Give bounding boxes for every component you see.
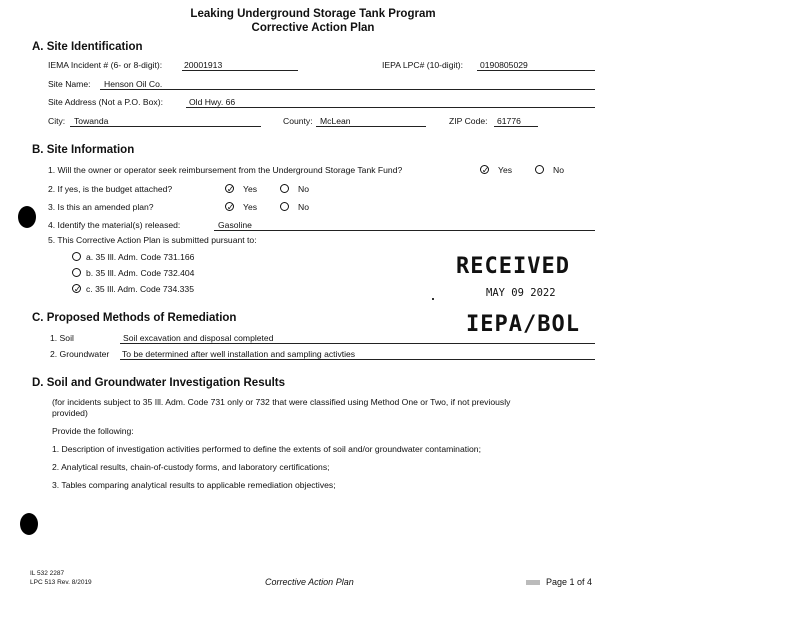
option-c-radio[interactable] [72,284,81,293]
q3-yes-label: Yes [243,202,258,212]
section-d-intro-line1: (for incidents subject to 35 Ill. Adm. Code 731 only or 732 that were classified using Method One or Two, if not previously [52,397,511,407]
material-underline [214,230,595,231]
scan-speck [432,298,434,300]
received-stamp-text: RECEIVED [456,254,570,279]
site-address-value[interactable]: Old Hwy. 66 [189,97,236,107]
page-number: Page 1 of 4 [546,577,593,587]
footer-bar-mark [526,580,540,585]
city-label: City: [48,116,66,126]
received-stamp-date: MAY 09 2022 [486,287,556,299]
site-name-underline [100,89,595,90]
section-a-heading: A. Site Identification [32,41,143,53]
question-5: 5. This Corrective Action Plan is submitted pursuant to: [48,235,257,245]
q2-no-radio[interactable] [280,184,289,193]
q2-yes-label: Yes [243,184,258,194]
question-3: 3. Is this an amended plan? [48,202,154,212]
section-c-heading: C. Proposed Methods of Remediation [32,312,237,324]
site-name-label: Site Name: [48,79,91,89]
check-mark-icon: ✓ [73,284,82,294]
zip-underline [494,126,538,127]
footer-title: Corrective Action Plan [265,577,354,587]
section-d-intro-line2: provided) [52,408,88,418]
option-b-label: b. 35 Ill. Adm. Code 732.404 [86,268,195,278]
punch-hole-mark [20,513,38,535]
punch-hole-mark [18,206,36,228]
section-d-heading: D. Soil and Groundwater Investigation Results [32,377,286,389]
question-4: 4. Identify the material(s) released: [48,220,181,230]
iepa-lpc-value[interactable]: 0190805029 [480,60,528,70]
option-b-radio[interactable] [72,268,81,277]
iepa-lpc-underline [477,70,595,71]
iema-incident-value[interactable]: 20001913 [184,60,223,70]
check-mark-icon: ✓ [481,165,490,175]
check-mark-icon: ✓ [226,184,235,194]
city-underline [70,126,261,127]
zip-label: ZIP Code: [449,116,488,126]
form-subtitle: Corrective Action Plan [251,22,375,34]
q2-yes-radio[interactable] [225,184,234,193]
city-value[interactable]: Towanda [74,116,109,126]
soil-label: 1. Soil [50,333,74,343]
groundwater-label: 2. Groundwater [50,349,110,359]
requirement-item-3: 3. Tables comparing analytical results to applicable remediation objectives; [52,480,336,490]
form-id-line1: IL 532 2287 [30,570,65,577]
requirement-item-2: 2. Analytical results, chain-of-custody forms, and laboratory certifications; [52,462,330,472]
section-b-heading: B. Site Information [32,144,135,156]
question-1: 1. Will the owner or operator seek reimbursement from the Underground Storage Tank Fund? [48,165,403,175]
q3-no-label: No [298,202,309,212]
q3-no-radio[interactable] [280,202,289,211]
form-id-line2: LPC 513 Rev. 8/2019 [30,579,92,586]
requirement-item-1: 1. Description of investigation activities performed to define the extents of soil and/or groundwater contamination; [52,444,481,454]
county-value[interactable]: McLean [320,116,351,126]
soil-value[interactable]: Soil excavation and disposal completed [123,333,274,343]
option-a-label: a. 35 Ill. Adm. Code 731.166 [86,252,195,262]
county-label: County: [283,116,313,126]
iema-incident-underline [182,70,298,71]
q1-yes-radio[interactable] [480,165,489,174]
q1-no-radio[interactable] [535,165,544,174]
check-mark-icon: ✓ [226,202,235,212]
county-underline [316,126,426,127]
q1-no-label: No [553,165,564,175]
iema-incident-label: IEMA Incident # (6- or 8-digit): [48,60,163,70]
received-stamp-office: IEPA/BOL [466,312,580,337]
provide-following: Provide the following: [52,426,134,436]
site-address-label: Site Address (Not a P.O. Box): [48,97,163,107]
groundwater-value[interactable]: To be determined after well installation and sampling activties [122,349,356,359]
groundwater-underline [120,359,595,360]
soil-underline [120,343,595,344]
option-c-label: c. 35 Ill. Adm. Code 734.335 [86,284,194,294]
option-a-radio[interactable] [72,252,81,261]
zip-value[interactable]: 61776 [497,116,521,126]
q2-no-label: No [298,184,309,194]
question-2: 2. If yes, is the budget attached? [48,184,173,194]
form-title: Leaking Underground Storage Tank Program [190,8,436,20]
site-name-value[interactable]: Henson Oil Co. [104,79,163,89]
q1-yes-label: Yes [498,165,513,175]
site-address-underline [186,107,595,108]
q3-yes-radio[interactable] [225,202,234,211]
iepa-lpc-label: IEPA LPC# (10-digit): [382,60,464,70]
material-value[interactable]: Gasoline [218,220,252,230]
